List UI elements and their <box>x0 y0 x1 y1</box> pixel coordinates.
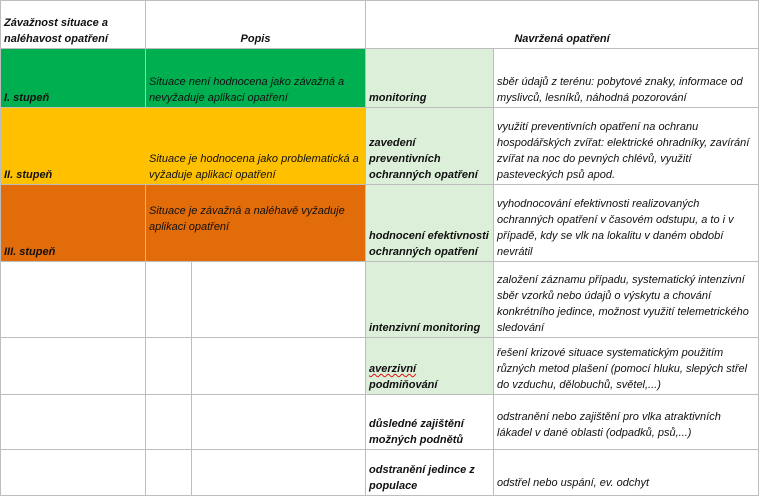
measure-cell[interactable] <box>366 338 494 395</box>
description-cell[interactable]: Situace je závažná a naléhavě vyžaduje aplikaci opatření <box>146 185 366 262</box>
table-row <box>1 338 759 395</box>
detail-cell[interactable]: řešení krizové situace systematickým použitím různých metod plašení (pomocí hluku, slepých střel do vzduchu, dělobuchů, světel,...) <box>494 338 759 395</box>
measure-cell[interactable]: monitoring <box>366 49 494 108</box>
level-cell[interactable]: III. stupeň <box>1 185 146 262</box>
empty-cell[interactable] <box>1 395 146 450</box>
level-cell[interactable]: II. stupeň <box>1 108 146 185</box>
table-row <box>1 395 759 450</box>
empty-cell[interactable] <box>146 450 192 496</box>
empty-cell[interactable] <box>192 338 366 395</box>
table-row <box>1 108 759 185</box>
detail-cell[interactable]: vyhodnocování efektivnosti realizovaných ochranných opatření v časovém odstupu, a to i v případě, kdy se vlk na lokalitu v daném období nevrátil <box>494 185 759 262</box>
empty-cell[interactable] <box>192 450 366 496</box>
detail-cell[interactable]: sběr údajů z terénu: pobytové znaky, informace od myslivců, lesníků, náhodná pozorování <box>494 49 759 108</box>
empty-cell[interactable] <box>1 338 146 395</box>
detail-cell[interactable]: využití preventivních opatření na ochranu hospodářských zvířat: elektrické ohradníky, zavírání zvířat na noc do pevných chlévů, využití pasteveckých psů apod. <box>494 108 759 185</box>
header-severity[interactable]: Závažnost situace a naléhavost opatření <box>1 1 146 49</box>
description-cell[interactable]: Situace není hodnocena jako závažná a nevyžaduje aplikaci opatření <box>146 49 366 108</box>
measure-cell[interactable]: intenzivní monitoring <box>366 262 494 338</box>
level-cell[interactable]: I. stupeň <box>1 49 146 108</box>
measure-cell[interactable]: zavedení preventivních ochranných opatření <box>366 108 494 185</box>
header-measures[interactable]: Navržená opatření <box>366 1 759 49</box>
measure-cell[interactable]: hodnocení efektivnosti ochranných opatření <box>366 185 494 262</box>
empty-cell[interactable] <box>1 450 146 496</box>
header-row <box>1 1 759 49</box>
measure-word-misspelled: averzivní <box>369 363 417 375</box>
detail-cell[interactable]: založení záznamu případu, systematický intenzivní sběr vzorků nebo údajů o výskytu a chování konkrétního jedince, možnost využití telemetrického sledování <box>494 262 759 338</box>
empty-cell[interactable] <box>146 262 192 338</box>
measure-word: podmiňování <box>369 379 438 391</box>
table-row <box>1 450 759 496</box>
table-row <box>1 185 759 262</box>
table-row <box>1 49 759 108</box>
empty-cell[interactable] <box>192 395 366 450</box>
empty-cell[interactable] <box>146 395 192 450</box>
measure-cell[interactable]: odstranění jedince z populace <box>366 450 494 496</box>
measure-cell[interactable]: důsledné zajištění možných podnětů <box>366 395 494 450</box>
table-row <box>1 262 759 338</box>
header-description[interactable]: Popis <box>146 1 366 49</box>
empty-cell[interactable] <box>146 338 192 395</box>
description-cell[interactable]: Situace je hodnocena jako problematická a vyžaduje aplikaci opatření <box>146 108 366 185</box>
detail-cell[interactable]: odstranění nebo zajištění pro vlka atraktivních lákadel v dané oblasti (odpadků, psů,...) <box>494 395 759 450</box>
detail-cell[interactable]: odstřel nebo uspání, ev. odchyt <box>494 450 759 496</box>
empty-cell[interactable] <box>192 262 366 338</box>
empty-cell[interactable] <box>1 262 146 338</box>
